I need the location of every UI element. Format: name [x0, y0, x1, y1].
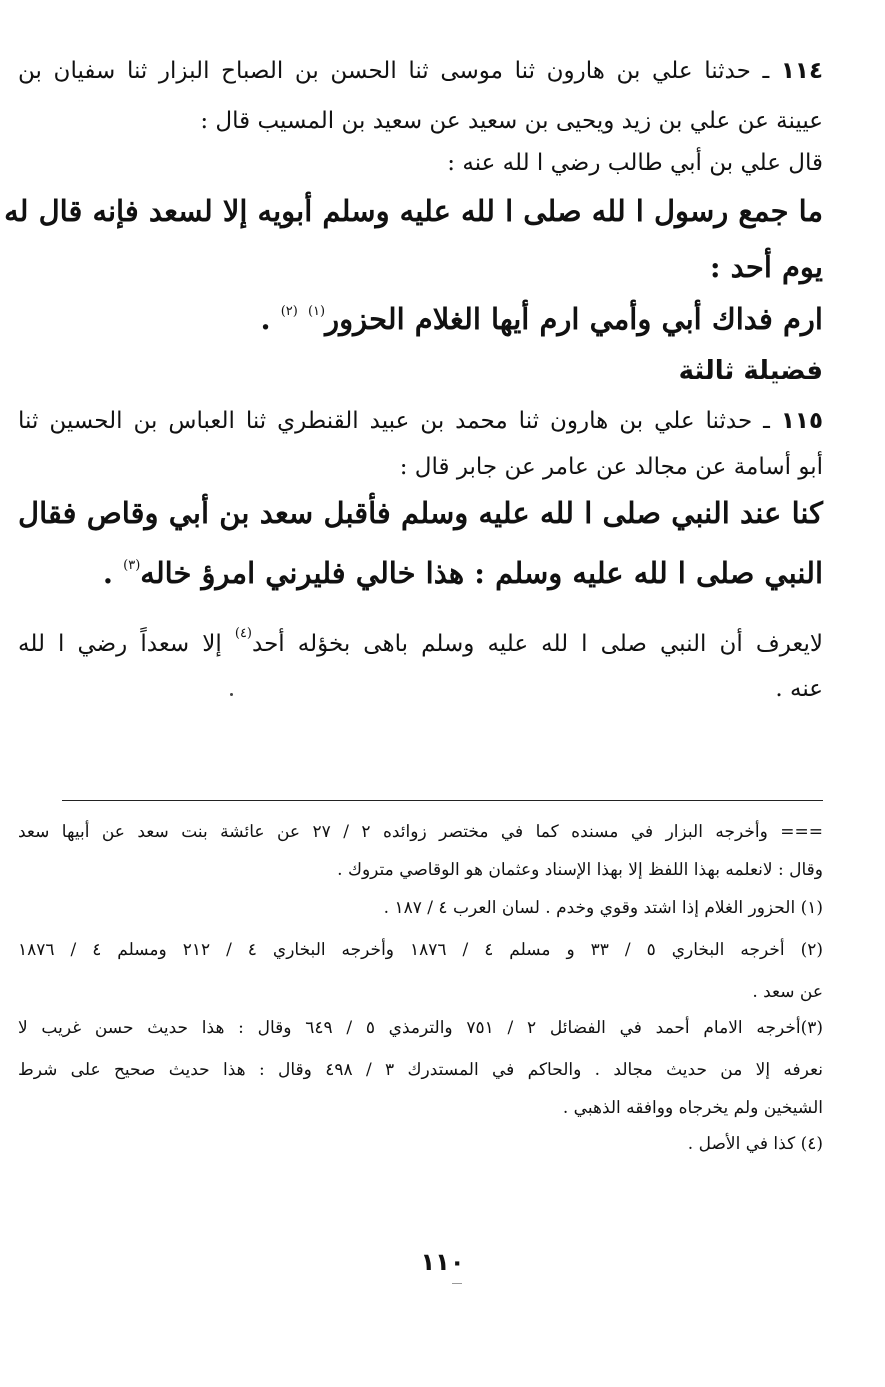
footnote-ref: (١)	[307, 304, 326, 319]
hadith-114-matn-1: ما جمع رسول ا لله صلى ا لله عليه وسلم أبويه إلا لسعد فإنه قال له	[4, 194, 823, 228]
hadith-115-note-2: عنه .	[775, 676, 823, 702]
footnote-ref: (٤)	[234, 626, 252, 641]
footnote-2-line-2: عن سعد .	[752, 982, 823, 1002]
hadith-115-matn-2	[18, 556, 823, 590]
hadith-114-line-3: قال علي بن أبي طالب رضي ا لله عنه :	[447, 150, 823, 176]
footnote-divider	[62, 800, 823, 801]
matn-period: .	[102, 556, 114, 590]
matn-period: .	[260, 302, 271, 336]
footnote-continuation-1: === وأخرجه البزار في مسنده كما في مختصر زوائده ٢ / ٢٧ عن عائشة بنت سعد عن أبيها سعد	[18, 822, 823, 842]
section-heading: فضيلة ثالثة	[678, 356, 823, 386]
footnote-3-line-3: الشيخين ولم يخرجاه ووافقه الذهبي .	[562, 1098, 823, 1118]
note-text: لايعرف أن النبي صلى ا لله عليه وسلم باهى بخؤله أحد	[252, 631, 824, 657]
hadith-text: ـ حدثنا علي بن هارون ثنا موسى ثنا الحسن بن الصباح البزار ثنا سفيان بن	[18, 58, 770, 84]
stray-mark	[452, 1283, 462, 1284]
footnote-continuation-2: وقال : لانعلمه بهذا اللفظ إلا بهذا الإسناد وعثمان هو الوقاصي متروك .	[337, 860, 823, 880]
footnote-1: (١) الحزور الغلام إذا اشتد وقوي وخدم . لسان العرب ٤ / ١٨٧ .	[383, 898, 823, 918]
hadith-number: ١١٤	[780, 58, 824, 84]
hadith-115-matn-1: كنا عند النبي صلى ا لله عليه وسلم فأقبل سعد بن أبي وقاص فقال	[18, 496, 823, 530]
hadith-114-line-2: عيينة عن علي بن زيد ويحيى بن سعيد عن سعيد بن المسيب قال :	[200, 108, 823, 134]
matn-text: النبي صلى ا لله عليه وسلم : هذا خالي فليرني امرؤ خاله	[140, 556, 823, 590]
hadith-115-line-2: أبو أسامة عن مجالد عن عامر عن جابر قال :	[399, 454, 823, 480]
hadith-114-matn-2: يوم أحد :	[709, 250, 823, 284]
footnote-ref: (٣)	[123, 558, 141, 573]
footnote-ref: (٢)	[280, 304, 298, 319]
page-number: ١١٠	[420, 1248, 465, 1276]
hadith-number: ١١٥	[780, 408, 823, 434]
stray-mark	[230, 693, 233, 696]
hadith-114-matn-3	[18, 302, 823, 336]
hadith-115-note-1	[18, 626, 823, 657]
footnote-3-line-2: نعرفه إلا من حديث مجالد . والحاكم في المستدرك ٣ / ٤٩٨ وقال : هذا حديث صحيح على شرط	[18, 1060, 823, 1080]
footnote-3-line-1: (٣)أخرجه الامام أحمد في الفضائل ٢ / ٧٥١ والترمذي ٥ / ٦٤٩ وقال : هذا حديث حسن غريب لا	[18, 1018, 823, 1038]
footnote-4: (٤) كذا في الأصل .	[687, 1134, 823, 1154]
hadith-text: ـ حدثنا علي بن هارون ثنا محمد بن عبيد القنطري ثنا العباس بن الحسين ثنا	[18, 408, 770, 434]
hadith-114-line-1	[18, 58, 823, 84]
matn-text: ارم فداك أبي وأمي ارم أيها الغلام الحزور	[325, 302, 823, 336]
note-text: إلا سعداً رضي ا لله	[18, 631, 222, 657]
hadith-115-line-1	[18, 408, 823, 434]
footnote-2-line-1: (٢) أخرجه البخاري ٥ / ٣٣ و مسلم ٤ / ١٨٧٦ وأخرجه البخاري ٤ / ٢١٢ ومسلم ٤ / ١٨٧٦	[18, 940, 823, 960]
